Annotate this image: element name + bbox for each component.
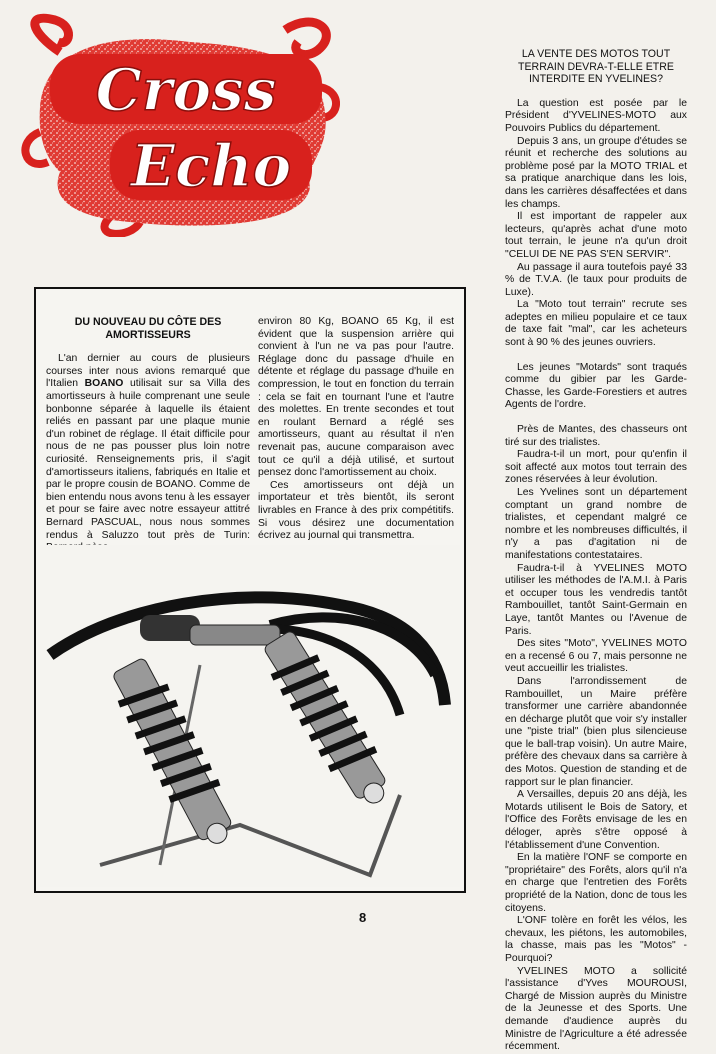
article-paragraph: YVELINES MOTO a sollicité l'assistance d'Yves MOUROUSI, Chargé de Mission auprès du Ministre de la Jeunesse et des Sports. Une demande d'audience auprès du Ministre de l'Agriculture a été adressée récemment. bbox=[505, 965, 687, 1053]
logo-word-echo: Echo bbox=[130, 132, 292, 200]
article-paragraph: La question est posée par le Président d'YVELINES-MOTO aux Pouvoirs Publics du département. bbox=[505, 97, 687, 134]
article-paragraph: Il est important de rappeler aux lecteurs, qu'après achat d'une moto tout terrain, le jeune n'a qu'un droit "CELUI DE NE PAS S'EN SERVIR". bbox=[505, 211, 687, 260]
article-paragraph: Dans l'arrondissement de Rambouillet, un Maire préfère transformer une carrière abandonnée en décharge plutôt que voir s'y installer une "piste trial" (bien plus silencieuse que le ball-trap voisin). Un autre Maire, préfère des chevaux dans sa carrière à des Motos. Question de standing et de rapport sur le plan financier. bbox=[505, 675, 687, 788]
article-paragraph: Depuis 3 ans, un groupe d'études se réunit et recherche des solutions au problème posé par la MOTO TRIAL et sa pratique anarchique dans les lois, dans les carrières désaffectées et dans les champs. bbox=[505, 135, 687, 210]
article-paragraph: La "Moto tout terrain" recrute ses adeptes en milieu populaire et ce taux de taxe fait "mal", car les acheteurs sont à 90 % des jeunes ouvriers. bbox=[505, 299, 687, 349]
article-paragraph: Les Yvelines sont un département comptant un grand nombre de trialistes, et cependant malgré ce nombre et les nombreuses difficultés, il n'y a pas d'agitation ni de manifestations contestataires. bbox=[505, 487, 687, 561]
article-paragraph: Au passage il aura toutefois payé 33 % de T.V.A. (le taux pour produits de Luxe). bbox=[505, 261, 687, 298]
article-paragraph: Des sites "Moto", YVELINES MOTO en a recensé 6 ou 7, mais personne ne veut accueillir les trialistes. bbox=[505, 638, 687, 675]
logo-word-cross: Cross bbox=[95, 56, 277, 124]
article-left-column bbox=[46, 316, 250, 555]
page-number: 8 bbox=[359, 910, 367, 925]
shock-absorbers-photo bbox=[40, 545, 460, 887]
article-paragraph: Près de Mantes, des chasseurs ont tiré sur des trialistes. bbox=[505, 424, 687, 448]
article-paragraph: Faudra-t-il un mort, pour qu'enfin il soit affecté aux motos tout terrain des zones réservées à leur évolution. bbox=[505, 449, 687, 486]
cross-echo-logo bbox=[20, 12, 340, 237]
article-heading: DU NOUVEAU DU CÔTE DES AMORTISSEURS bbox=[74, 316, 222, 341]
article-paragraph: Faudra-t-il à YVELINES MOTO utiliser les méthodes de l'A.M.I. à Paris et occuper tous les vendredis tantôt Rambouillet, tantôt Saint-Germain en Laye, tantôt Mantes ou l'Avenue de Paris. bbox=[505, 562, 687, 637]
article-paragraph: A Versailles, depuis 20 ans déjà, les Motards utilisent le Bois de Satory, et l'Office des Forêts envisage de les en déloger, après s'être opposé à l'établissement d'une Convention. bbox=[505, 789, 687, 851]
article-paragraph: environ 80 Kg, BOANO 65 Kg, il est évident que la suspension arrière qui convient à l'un ne va pas pour l'autre. Réglage donc du passage d'huile en détente et réglage du passage d'huile en compression, le tout en fonction du terrain : cela se fait en tournant l'une et l'autre des molettes. En trente secondes et tout en roulant Bernard a réglé ses amortisseurs, quant au résultat il n'en revenait pas, aucune comparaison avec tout ce qu'il a déjà utilisé, et surtout pensez donc l'amortissement au choix. bbox=[258, 316, 454, 479]
article-paragraph: Les jeunes "Motards" sont traqués comme du gibier par les Garde-Chasse, les Garde-Forestiers et autres Agents de l'ordre. bbox=[505, 361, 687, 411]
article-paragraph: L'an dernier au cours de plusieurs courses inter nous avions remarqué que l'Italien BOANO utilisait sur sa Villa des amortisseurs à huile comprenant une seule bonbonne séparée à laquelle ils étaient reliés en passant par une plaque munie d'un robinet de réglage. Il était difficile pour nous de ne pas pousser plus loin notre curiosité. Renseignements pris, il s'agit d'amortisseurs italiens, fabriqués en Italie et par le propre cousin de BOANO. Comme de bien entendu nous avons tenu à les essayer et pour se faire avec notre essayeur attitré Bernard PASCUAL, nous nous sommes rendus à Saluzzo tout près de Turin: bbox=[46, 353, 250, 541]
article-paragraph: Ces amortisseurs ont déjà un importateur et très bientôt, ils seront livrables en France à des prix compétitifs. Si vous désirez une documentation écrivez au journal qui transmettra. bbox=[258, 479, 454, 542]
name-boano: BOANO bbox=[84, 378, 124, 390]
article-middle-column bbox=[258, 316, 454, 543]
article-heading: LA VENTE DES MOTOS TOUT TERRAIN DEVRA-T-ELLE ETRE INTERDITE EN YVELINES? bbox=[518, 48, 674, 86]
article-paragraph: En la matière l'ONF se comporte en "propriétaire" des Forêts, alors qu'il n'a en charge que l'entretien des Forêts propriété de la Nation, donc de tous les citoyens. bbox=[505, 852, 687, 914]
article-paragraph: L'ONF tolère en forêt les vélos, les chevaux, les piétons, les automobiles, la chasse, mais pas les "Motos" - Pourquoi? bbox=[505, 915, 687, 964]
article-right-column bbox=[505, 48, 687, 1054]
